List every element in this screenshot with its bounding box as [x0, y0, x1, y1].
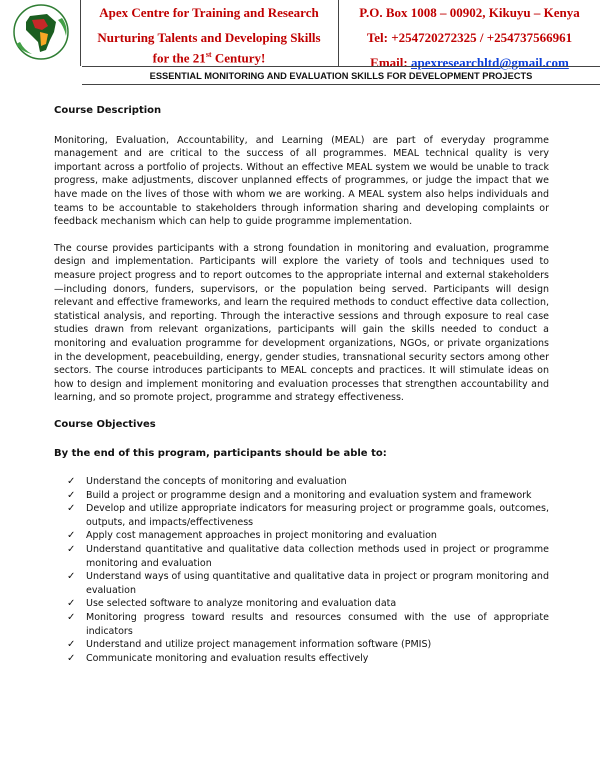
- list-item: ✓ Build a project or programme design and a monitoring and evaluation system and framework: [67, 489, 532, 501]
- contact-block: [339, 0, 600, 70]
- objectives-list: [54, 475, 549, 665]
- telephone: Tel: +254720272325 / +254737566961: [366, 30, 573, 45]
- check-icon: ✓: [67, 489, 76, 501]
- check-icon: ✓: [67, 503, 76, 515]
- list-item: ✓ Monitoring progress toward results and resources consumed with the use of appropriate indicators: [67, 612, 549, 637]
- check-icon: ✓: [67, 598, 76, 610]
- postal-address: P.O. Box 1008 – 00902, Kikuyu – Kenya: [359, 5, 580, 20]
- check-icon: ✓: [67, 639, 76, 651]
- list-item: ✓ Apply cost management approaches in project monitoring and evaluation: [67, 530, 437, 542]
- organization-block: [80, 0, 339, 66]
- divider: [82, 84, 600, 85]
- paragraph: Monitoring, Evaluation, Accountability, and Learning (MEAL) are part of everyday programme management and are critical to the success of all programmes. MEAL technical quality is very important across a portfolio of projects. Without an effective MEAL system we would be unable to track progress, make adjustments, discover unplanned effects of programmes, or judge the impact that we have made on the lives of those with whom we are working. A MEAL system also helps individuals and teams to be accountable to stakeholders through information sharing and developing complaints or feedback mechanism which can help to guide programme implementation.: [54, 134, 549, 228]
- divider: [82, 66, 600, 67]
- check-icon: ✓: [67, 571, 76, 583]
- course-description-heading: Course Description: [54, 105, 162, 116]
- check-icon: ✓: [67, 544, 76, 556]
- check-icon: ✓: [67, 652, 76, 664]
- course-objectives-heading: Course Objectives: [54, 418, 156, 430]
- email-link[interactable]: apexresearchltd@gmail.com: [410, 55, 569, 70]
- list-item: ✓ Understand and utilize project management information software (PMIS): [67, 639, 432, 651]
- document-body: [54, 104, 549, 665]
- list-item: ✓ Develop and utilize appropriate indicators for measuring project or programme goals, outcomes, outputs, and impacts/effectiveness: [67, 503, 549, 528]
- list-item: ✓ Understand quantitative and qualitative data collection methods used in project or programme monitoring and evaluation: [67, 544, 549, 569]
- check-icon: ✓: [67, 476, 76, 488]
- organization-name: Apex Centre for Training and Research: [99, 5, 319, 20]
- logo-map-icon: [2, 0, 80, 66]
- list-item: ✓ Understand the concepts of monitoring and evaluation: [67, 476, 347, 488]
- paragraph: The course provides participants with a strong foundation in monitoring and evaluation, programme design and implementation. Participants will explore the variety of tools and techniques used to measure project progress and to report outcomes to the appropriate internal and external stakeholders—including donors, funders, supervisors, or the population being served. Participants will design relevant and effective frameworks, and learn the required methods to conduct effective data collection, statistical analysis, and reporting. Through the interactive sessions and through exposure to real case studies drawn from relevant organizations, participants will gain the skills needed to conduct a monitoring and evaluation programme for development organizations, NGOs, or private organizations in the development, peacebuilding, energy, gender studies, transnational security sectors among other sectors. The course introduces participants to MEAL concepts and practices. It will stimulate ideas on how to design and implement monitoring and evaluation processes that strengthen accountability and learning, and so promote project, programme and strategy effectiveness.: [54, 242, 549, 404]
- list-item: ✓ Communicate monitoring and evaluation results effectively: [67, 652, 369, 664]
- list-item: ✓ Understand ways of using quantitative and qualitative data in project or program monitoring and evaluation: [67, 571, 549, 596]
- objectives-lead: By the end of this program, participants should be able to:: [54, 448, 387, 460]
- list-item: ✓ Use selected software to analyze monitoring and evaluation data: [67, 598, 397, 610]
- letterhead: [0, 0, 600, 70]
- document-title: ESSENTIAL MONITORING AND EVALUATION SKILLS FOR DEVELOPMENT PROJECTS: [149, 71, 533, 81]
- logo: [2, 0, 81, 66]
- check-icon: ✓: [67, 530, 76, 542]
- tagline: Nurturing Talents and Developing Skills for the 21st Century!: [97, 30, 321, 66]
- email: Email: apexresearchltd@gmail.com: [370, 55, 569, 70]
- check-icon: ✓: [67, 612, 76, 623]
